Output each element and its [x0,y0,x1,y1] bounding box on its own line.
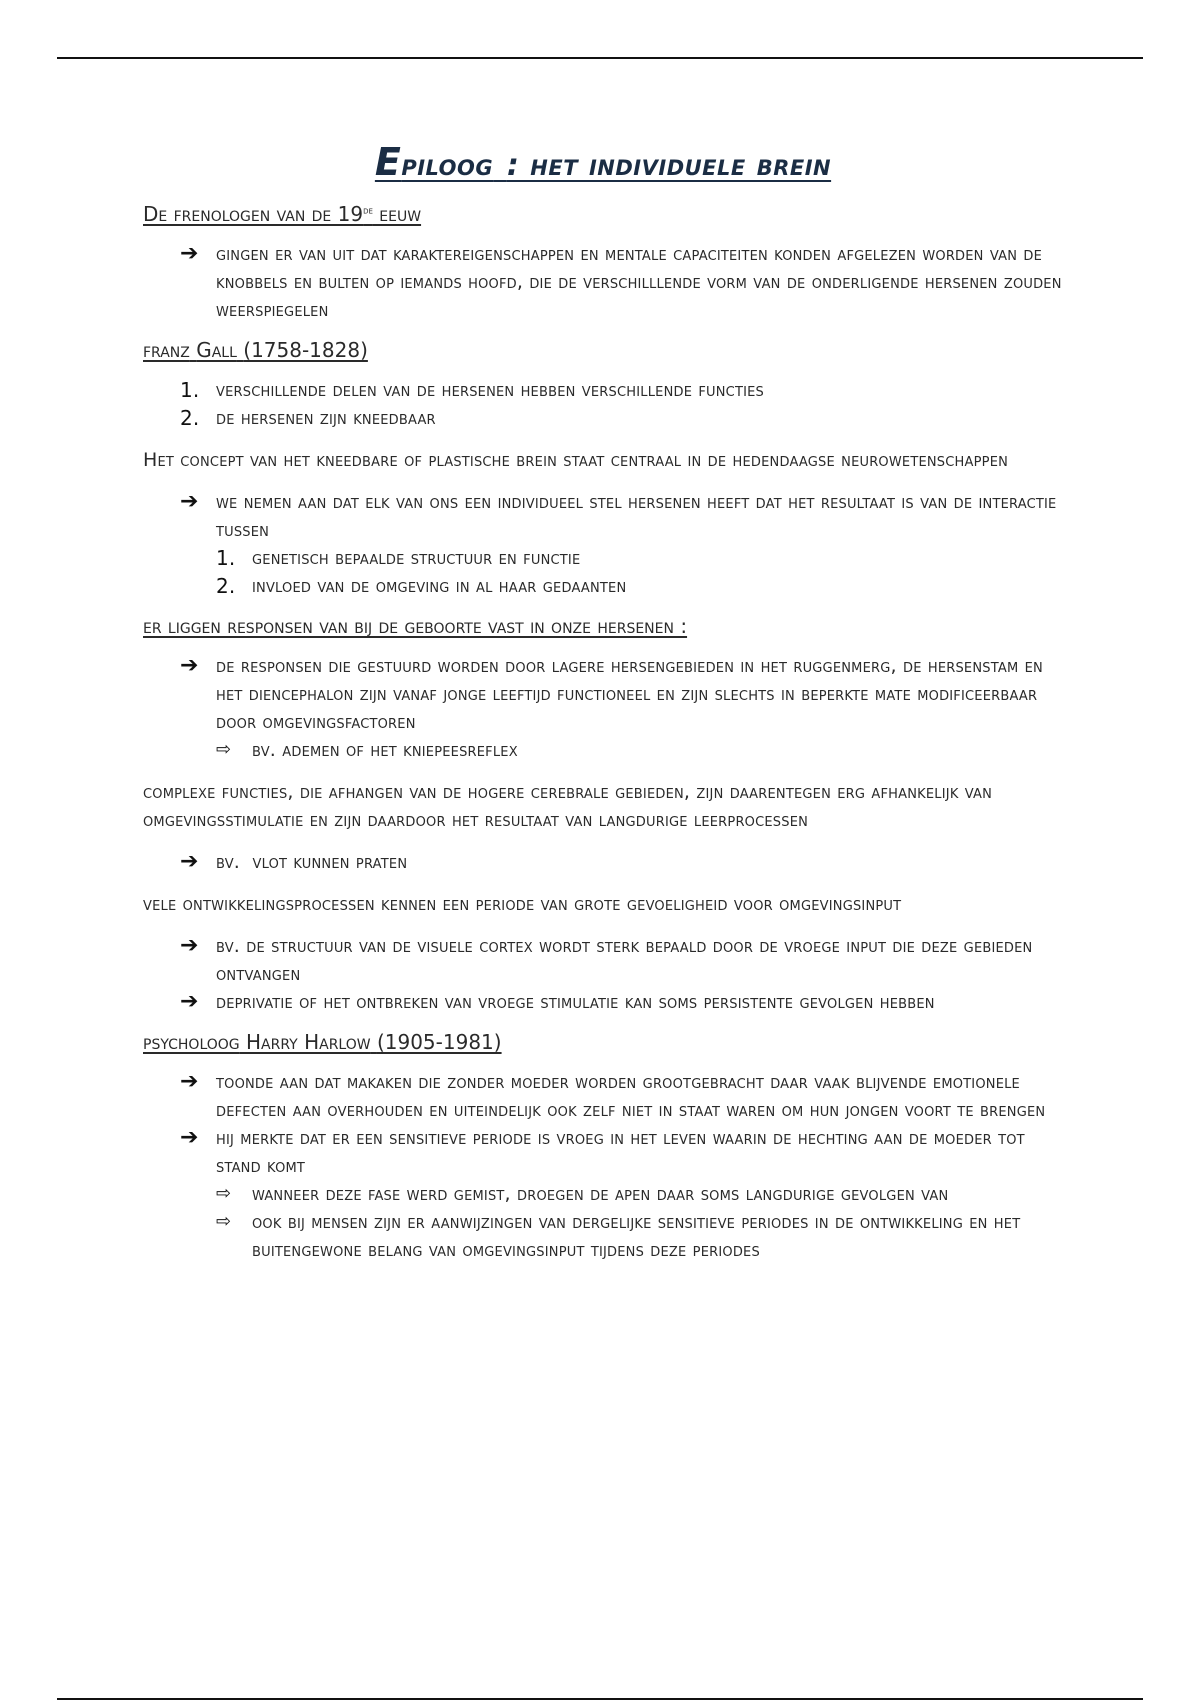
arrow-bullet [143,848,1063,876]
bullet-text: hij merkte dat er een sensitieve periode is vroeg in het leven waarin de hechting aan de moeder tot stand komt [216,1127,1025,1177]
list-number: 1. [216,546,236,570]
hollow-arrow-icon: ⇨ [216,1211,232,1232]
item-text: verschillende delen van de hersenen hebben verschillende functies [216,379,764,401]
heading-superscript: de [363,205,373,217]
heading-text: franz [143,338,190,362]
numbered-item [143,404,1063,432]
section-heading-gall [143,338,1063,362]
arrow-bullet [143,932,1063,988]
paragraph-sensitivity: vele ontwikkelingsprocessen kennen een periode van grote gevoeligheid voor omgevingsinput [143,893,902,915]
numbered-item [143,376,1063,404]
arrow-icon: ➔ [180,489,199,514]
section-heading-harlow [143,1030,1063,1054]
sub-bullet [143,1208,1063,1264]
item-text: genetisch bepaalde structuur en functie [252,547,581,569]
hollow-arrow-icon: ⇨ [216,1183,232,1204]
numbered-subitem [143,572,1063,600]
heading-name: Harry Harlow [246,1030,371,1054]
item-text: invloed van de omgeving in al haar gedaanten [252,575,627,597]
page-title [143,140,1063,184]
bullet-text: toonde aan dat makaken die zonder moeder worden grootgebracht daar vaak blijvende emotionele defecten aan overhouden en uiteindelijk ook zelf niet in staat waren om hun jongen voort te brengen [216,1071,1046,1121]
bullet-text: deprivatie of het ontbreken van vroege stimulatie kan soms persistente gevolgen hebben [216,991,935,1013]
arrow-bullet [143,1124,1063,1180]
heading-text: De frenologen van de 19 [143,202,364,226]
sub-bullet-text: bv. ademen of het kniepeesreflex [252,739,518,761]
item-text: de hersenen zijn kneedbaar [216,407,436,429]
arrow-bullet [143,988,1063,1016]
arrow-bullet [143,1068,1063,1124]
heading-years: (1905-1981) [376,1030,502,1054]
document-body [143,140,1063,1264]
bullet-text: gingen er van uit dat karaktereigenschappen en mentale capaciteiten konden afgelezen worden van de knobbels en bulten op iemands hoofd, die de verschilllende vorm van de onderligende hersenen zouden weerspiegelen [216,243,1062,321]
bullet-text: we nemen aan dat elk van ons een individueel stel hersenen heeft dat het resultaat is van de interactie tussen [216,491,1057,541]
arrow-bullet [143,652,1063,736]
title-initial: E [374,140,402,184]
list-number: 1. [180,378,200,402]
arrow-bullet [143,488,1063,544]
heading-name: Gall [196,338,237,362]
hollow-arrow-icon: ⇨ [216,739,232,760]
arrow-bullet [143,240,1063,324]
sub-bullet-text: ook bij mensen zijn er aanwijzingen van dergelijke sensitieve periodes in de ontwikkeling en het buitengewone belang van omgevingsinput tijdens deze periodes [252,1211,1021,1261]
title-first-word-rest: piloog [401,148,494,183]
arrow-icon: ➔ [180,1069,199,1094]
arrow-icon: ➔ [180,849,199,874]
bullet-text: bv. vlot kunnen praten [216,851,408,873]
list-number: 2. [216,574,236,598]
list-number: 2. [180,406,200,430]
arrow-icon: ➔ [180,933,199,958]
arrow-icon: ➔ [180,989,199,1014]
bullet-text: bv. de structuur van de visuele cortex wordt sterk bepaald door de vroege input die deze gebieden ontvangen [216,935,1033,985]
heading-text: psycholoog [143,1030,240,1054]
section-heading-responsen: er liggen responsen van bij de geboorte vast in onze hersenen : [143,614,688,638]
bullet-text: de responsen die gestuurd worden door lagere hersengebieden in het ruggenmerg, de hersenstam en het diencephalon zijn vanaf jonge leeftijd functioneel en zijn slechts in beperkte mate modificeerbaar door omgevingsfactoren [216,655,1043,733]
sub-bullet-text: wanneer deze fase werd gemist, droegen de apen daar soms langdurige gevolgen van [252,1183,949,1205]
heading-years: (1758-1828) [243,338,368,362]
sub-bullet [143,736,1063,764]
title-rest: : het individuele brein [506,148,832,183]
arrow-icon: ➔ [180,241,199,266]
section-heading-frenologen [143,202,1063,226]
arrow-icon: ➔ [180,1125,199,1150]
heading-text-end: eeuw [372,202,422,226]
paragraph-plasticity: Het concept van het kneedbare of plastische brein staat centraal in de hedendaagse neurowetenschappen [143,449,1009,471]
header-rule [57,57,1143,59]
paragraph-complex-functions: complexe functies, die afhangen van de hogere cerebrale gebieden, zijn daarentegen erg afhankelijk van omgevingsstimulatie en zijn daardoor het resultaat van langdurige leerprocessen [143,781,993,831]
sub-bullet [143,1180,1063,1208]
arrow-icon: ➔ [180,653,199,678]
numbered-subitem [143,544,1063,572]
